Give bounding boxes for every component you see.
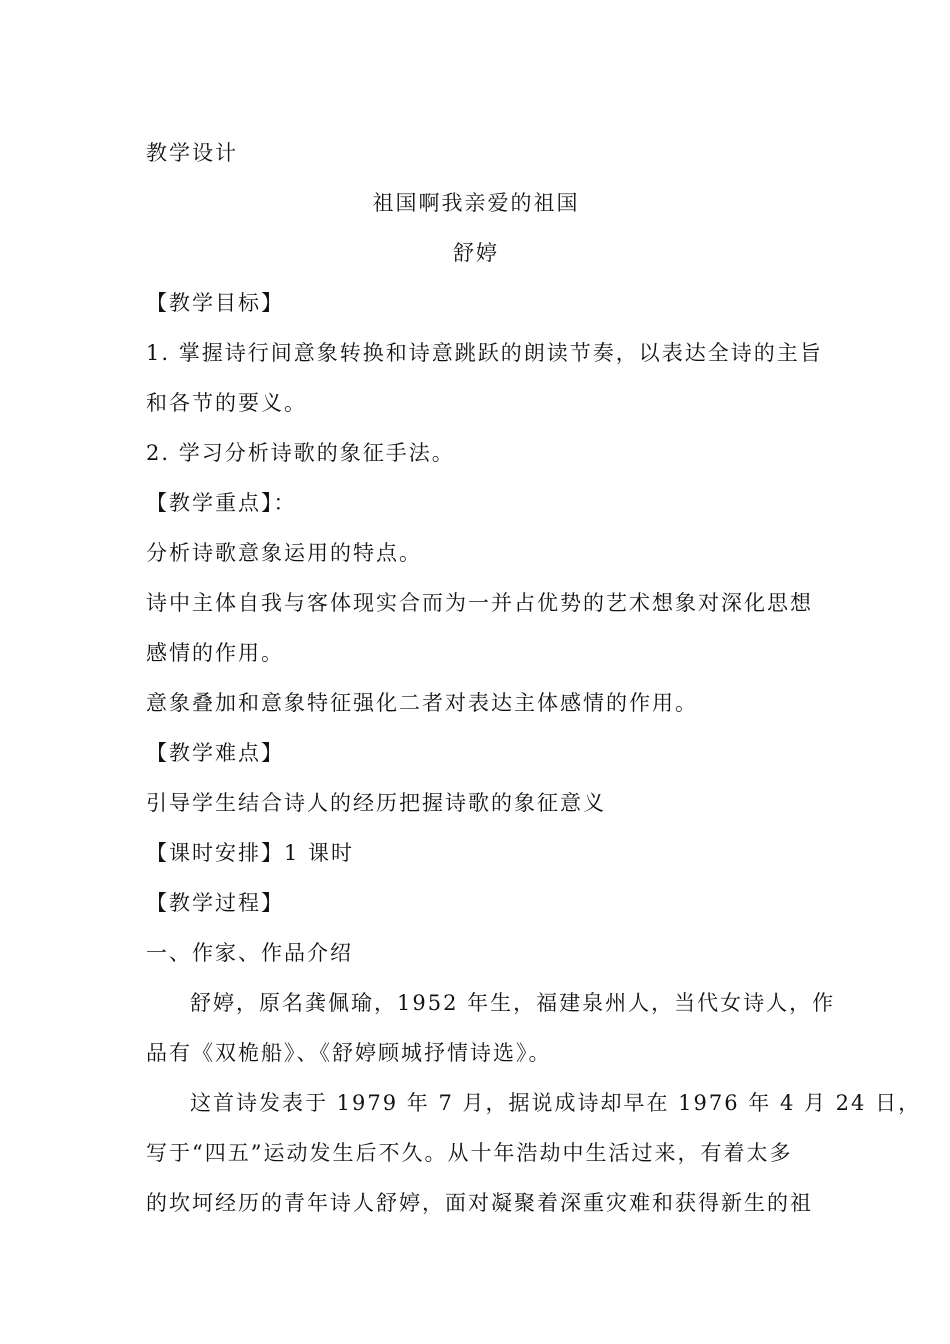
difficulty-text: 引导学生结合诗人的经历把握诗歌的象征意义 bbox=[146, 791, 606, 815]
key-point-3: 意象叠加和意象特征强化二者对表达主体感情的作用。 bbox=[146, 691, 698, 715]
key-point-2-line-2: 感情的作用。 bbox=[146, 641, 284, 665]
key-points-heading: 【教学重点】： bbox=[146, 491, 297, 515]
difficulty-heading: 【教学难点】 bbox=[146, 741, 284, 765]
goal-1-line-1: 1. 掌握诗行间意象转换和诗意跳跃的朗读节奏，以表达全诗的主旨 bbox=[146, 341, 823, 365]
schedule-line: 【课时安排】1 课时 bbox=[146, 841, 355, 865]
paragraph-1-line-1: 舒婷，原名龚佩瑜，1952 年生，福建泉州人，当代女诗人，作 bbox=[190, 991, 836, 1015]
doc-title: 祖国啊我亲爱的祖国 bbox=[372, 191, 580, 215]
goal-2: 2. 学习分析诗歌的象征手法。 bbox=[146, 441, 455, 465]
key-point-1: 分析诗歌意象运用的特点。 bbox=[146, 541, 422, 565]
paragraph-2-line-3: 的坎坷经历的青年诗人舒婷，面对凝聚着深重灾难和获得新生的祖 bbox=[146, 1191, 813, 1215]
paragraph-2-line-2: 写于“四五”运动发生后不久。从十年浩劫中生活过来，有着太多 bbox=[146, 1141, 793, 1165]
doc-label: 教学设计 bbox=[146, 141, 238, 165]
goals-heading: 【教学目标】 bbox=[146, 291, 284, 315]
document-page bbox=[146, 128, 922, 1228]
section-1-heading: 一、作家、作品介绍 bbox=[146, 941, 353, 965]
key-point-2-line-1: 诗中主体自我与客体现实合而为一并占优势的艺术想象对深化思想 bbox=[146, 591, 813, 615]
paragraph-2-line-1: 这首诗发表于 1979 年 7 月，据说成诗却早在 1976 年 4 月 24 日， bbox=[190, 1091, 922, 1115]
paragraph-1-line-2: 品有《双桅船》、《舒婷顾城抒情诗选》。 bbox=[146, 1041, 552, 1065]
doc-author: 舒婷 bbox=[453, 241, 499, 265]
process-heading: 【教学过程】 bbox=[146, 891, 284, 915]
goal-1-line-2: 和各节的要义。 bbox=[146, 391, 307, 415]
